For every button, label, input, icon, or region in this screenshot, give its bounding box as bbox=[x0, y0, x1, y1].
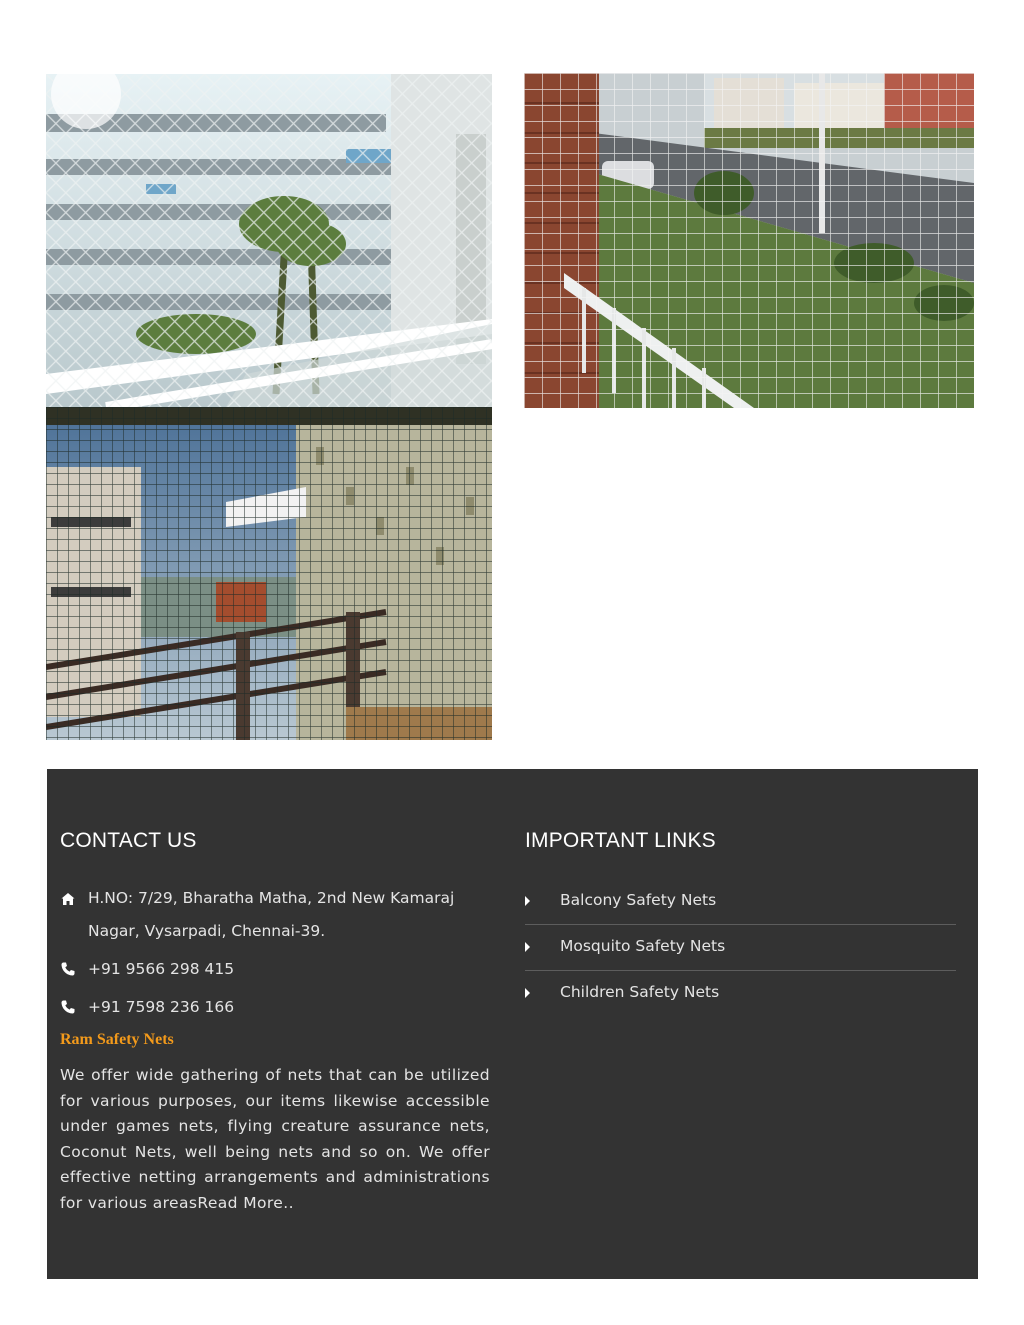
phone-icon bbox=[60, 961, 76, 977]
apartment-net-photo bbox=[46, 407, 492, 740]
caret-right-icon bbox=[525, 942, 530, 952]
about-text bbox=[60, 1063, 490, 1217]
site-footer bbox=[47, 769, 978, 1279]
list-item bbox=[525, 879, 956, 925]
caret-right-icon bbox=[525, 988, 530, 998]
phone-2-text[interactable]: +91 7598 236 166 bbox=[88, 998, 235, 1016]
home-icon bbox=[60, 891, 76, 907]
address-text: H.NO: 7/29, Bharatha Matha, 2nd New Kamaraj Nagar, Vysarpadi, Chennai-39. bbox=[88, 889, 455, 940]
read-more-link[interactable]: Read More.. bbox=[197, 1193, 294, 1212]
link-mosquito-safety-nets[interactable]: Mosquito Safety Nets bbox=[560, 937, 726, 955]
street-view-net-photo bbox=[524, 73, 974, 408]
list-item bbox=[525, 971, 956, 1016]
contact-phone-1 bbox=[60, 953, 480, 986]
brand-name: Ram Safety Nets bbox=[60, 1031, 174, 1048]
phone-1-text[interactable]: +91 9566 298 415 bbox=[88, 960, 235, 978]
link-children-safety-nets[interactable]: Children Safety Nets bbox=[560, 983, 720, 1001]
phone-icon bbox=[60, 999, 76, 1015]
contact-phone-2 bbox=[60, 991, 480, 1024]
list-item bbox=[525, 925, 956, 971]
caret-right-icon bbox=[525, 896, 530, 906]
about-description: We offer wide gathering of nets that can be utilized for various purposes, our items likewise accessible under games nets, flying creature assurance nets, Coconut Nets, well being nets and so on. We offer effective netting arrangements and administrations for various areas bbox=[60, 1066, 490, 1212]
contact-address bbox=[60, 882, 480, 948]
important-links-list bbox=[525, 879, 956, 1016]
important-links-heading: IMPORTANT LINKS bbox=[525, 829, 716, 852]
balcony-net-photo bbox=[46, 74, 492, 407]
link-balcony-safety-nets[interactable]: Balcony Safety Nets bbox=[560, 891, 717, 909]
contact-us-heading: CONTACT US bbox=[60, 829, 197, 852]
